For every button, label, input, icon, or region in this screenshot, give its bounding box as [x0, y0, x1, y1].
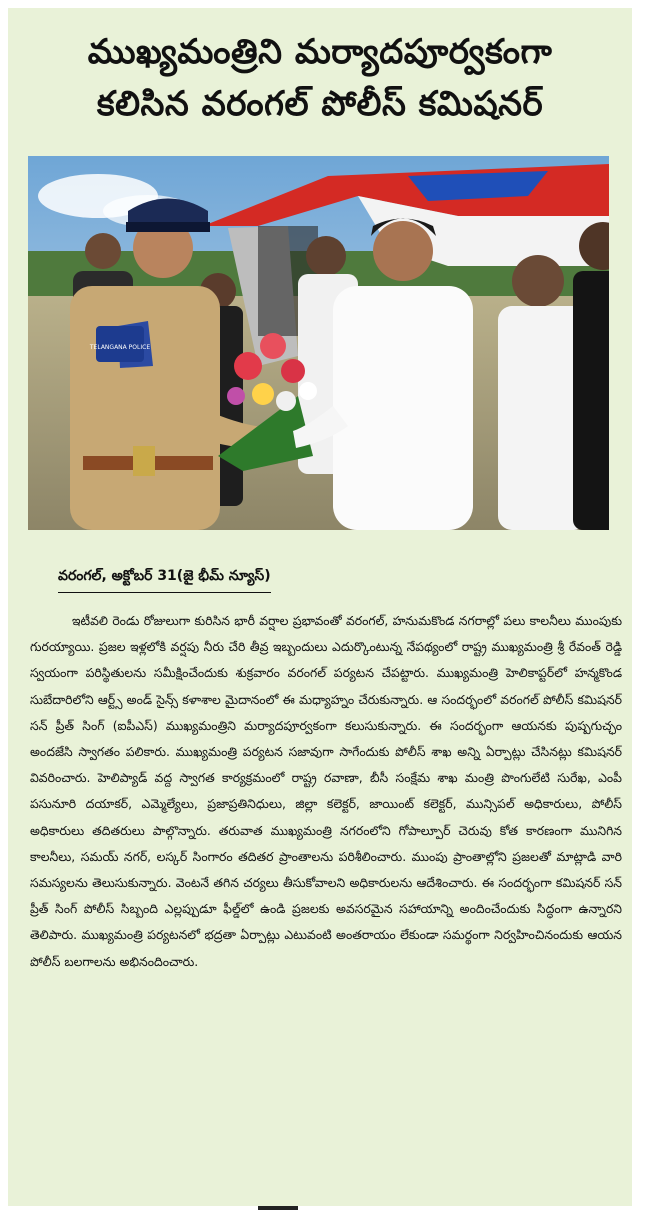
news-clipping-panel	[8, 8, 632, 1206]
police-badge	[89, 326, 150, 362]
dateline	[58, 568, 271, 587]
bottom-cut-mark	[258, 1206, 298, 1210]
headline-line-2: కలిసిన వరంగల్ పోలీస్ కమిషనర్	[96, 84, 544, 124]
dateline-underline	[58, 592, 271, 593]
news-photo	[28, 156, 609, 530]
headline	[18, 26, 622, 130]
dateline-text: వరంగల్, అక్టోబర్ 31(జై భీమ్ న్యూస్)	[58, 568, 271, 584]
headline-line-1: ముఖ్యమంత్రిని మర్యాదపూర్వకంగా	[87, 32, 553, 72]
article-body: ఇటీవలి రెండు రోజులుగా కురిసిన భారీ వర్షాల ప్రభావంతో వరంగల్, హనుమకొండ నగరాల్లో పలు కాలనీలు ముంపుకు గురయ్యాయి. ప్రజల ఇళ్లలోకి వర్షపు నీరు చేరి తీవ్ర ఇబ్బందులు ఎదుర్కొంటున్న నేపథ్యంలో రాష్ట్ర ముఖ్యమంత్రి శ్రీ రేవంత్ రెడ్డి స్వయంగా పరిస్థితులను సమీక్షించేందుకు శుక్రవారం వరంగల్ పర్యటన చేపట్టారు. ముఖ్యమంత్రి హెలికాప్టర్‌లో హన్మకొండ సుబేదారిలోని ఆర్ట్స్ అండ్ సైన్స్ కళాశాల మైదానంలో ఈ మధ్యాహ్నం చేరుకున్నారు. ఆ సందర్భంలో వరంగల్ పోలీస్ కమిషనర్ సన్ ప్రీత్ సింగ్ (ఐపీఎస్) ముఖ్యమంత్రిని మర్యాదపూర్వకంగా కలుసుకున్నారు. ఈ సందర్భంగా ఆయనకు పుష్పగుచ్ఛం అందజేసి స్వాగతం పలికారు. ముఖ్యమంత్రి పర్యటన సజావుగా సాగేందుకు పోలీస్ శాఖ అన్ని ఏర్పాట్లు చేసినట్లు కమిషనర్ వివరించారు. హెలిప్యాడ్ వద్ద స్వాగత కార్యక్రమంలో రాష్ట్ర రవాణా, బీసీ సంక్షేమ శాఖ మంత్రి పొంగులేటి సురేఖ, ఎంపీ పసునూరి దయాకర్, ఎమ్మెల్యేలు, ప్రజాప్రతినిధులు, జిల్లా కలెక్టర్, జాయింట్ కలెక్టర్, మున్సిపల్ అధికారులు, పోలీస్ అధికారులు తదితరులు పాల్గొన్నారు. తరువాత ముఖ్యమంత్రి నగరంలోని గోపాల్పూర్ చెరువు కోత కారణంగా మునిగిన కాలనీలు, సమయ్ నగర్, లస్కర్ సింగారం తదితర ప్రాంతాలను పరిశీలించారు. ముంపు ప్రాంతాల్లోని ప్రజలతో మాట్లాడి వారి సమస్యలను తెలుసుకున్నారు. వెంటనే తగిన చర్యలు తీసుకోవాలని అధికారులను ఆదేశించారు. ఈ సందర్భంగా కమిషనర్ సన్ ప్రీత్ సింగ్ పోలీస్ సిబ్బంది ఎల్లప్పుడూ ఫీల్డ్‌లో ఉండి ప్రజలకు అవసరమైన సహాయాన్ని అందించేందుకు సిద్ధంగా ఉన్నారని తెలిపారు. ముఖ్యమంత్రి పర్యటనలో భద్రతా ఏర్పాట్లు ఎటువంటి అంతరాయం లేకుండా సమర్థంగా నిర్వహించినందుకు ఆయన పోలీస్ బలగాలను అభినందించారు.	[30, 613, 622, 969]
badge-text: TELANGANA POLICE	[89, 344, 151, 351]
